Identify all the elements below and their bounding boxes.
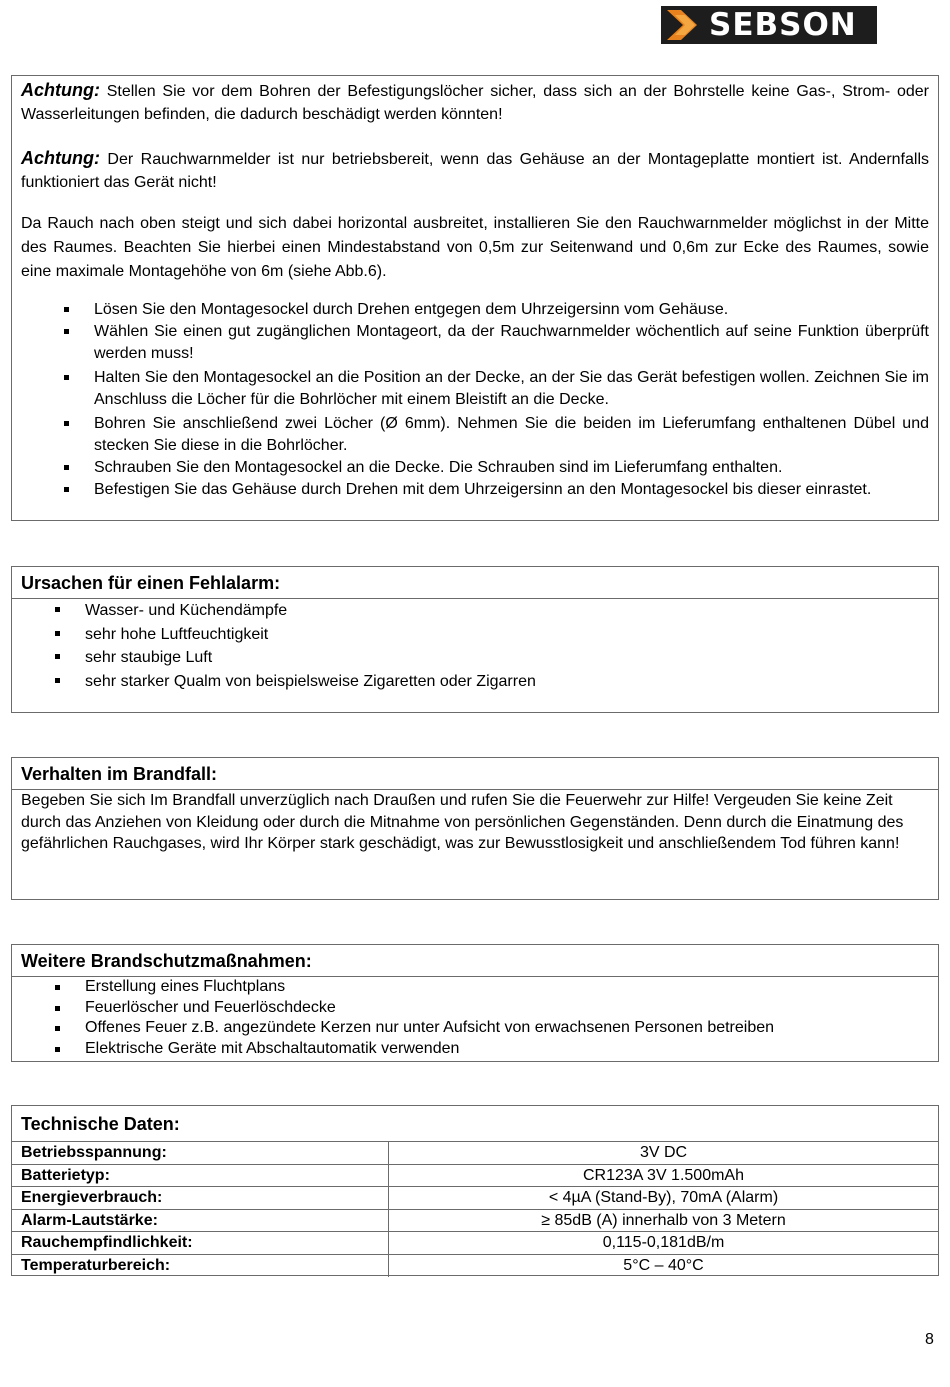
table-row bbox=[12, 1254, 938, 1276]
tech-key: Rauchempfindlichkeit: bbox=[12, 1232, 389, 1255]
tech-value: CR123A 3V 1.500mAh bbox=[389, 1164, 939, 1187]
tech-value: 5°C – 40°C bbox=[389, 1254, 939, 1276]
list-item: Elektrische Geräte mit Abschaltautomatik verwenden bbox=[12, 1039, 938, 1060]
list-item: Halten Sie den Montagesockel an die Position an der Decke, an der Sie das Gerät befestigen wollen. Zeichnen Sie im Anschluss die Löcher für die Bohrlöcher mit einem Bleistift an die Decke. bbox=[21, 367, 929, 411]
section-title: Weitere Brandschutzmaßnahmen: bbox=[12, 945, 938, 977]
list-item: sehr hohe Luftfeuchtigkeit bbox=[12, 623, 938, 647]
brand-logo bbox=[661, 6, 877, 44]
tech-value: < 4µA (Stand-By), 70mA (Alarm) bbox=[389, 1187, 939, 1210]
protection-list bbox=[12, 977, 938, 1059]
tech-value: ≥ 85dB (A) innerhalb von 3 Metern bbox=[389, 1209, 939, 1232]
tech-key: Batterietyp: bbox=[12, 1164, 389, 1187]
mounting-section bbox=[11, 75, 939, 521]
tech-key: Alarm-Lautstärke: bbox=[12, 1209, 389, 1232]
section-title: Technische Daten: bbox=[12, 1106, 938, 1142]
warning-text: Der Rauchwarnmelder ist nur betriebsbereit, wenn das Gehäuse an der Montageplatte montiert ist. Andernfalls funktioniert das Gerät nicht! bbox=[21, 151, 929, 192]
table-row bbox=[12, 1232, 938, 1255]
tech-key: Energieverbrauch: bbox=[12, 1187, 389, 1210]
tech-key: Betriebsspannung: bbox=[12, 1142, 389, 1164]
brand-name: SEBSON bbox=[709, 7, 857, 43]
brand-chevron-icon bbox=[661, 6, 707, 44]
table-row bbox=[12, 1209, 938, 1232]
warning-text: Stellen Sie vor dem Bohren der Befestigungslöcher sicher, dass sich an der Bohrstelle keine Gas-, Strom- oder Wasserleitungen befinden, die dadurch beschädigt werden könnten! bbox=[21, 83, 929, 123]
warning-label: Achtung: bbox=[21, 148, 100, 169]
warning-label: Achtung: bbox=[21, 80, 100, 100]
list-item: Bohren Sie anschließend zwei Löcher (Ø 6mm). Nehmen Sie die beiden im Lieferumfang enthaltenen Dübel und stecken Sie diese in die Bohrlöcher. bbox=[21, 413, 929, 457]
false-alarm-section bbox=[11, 566, 939, 713]
list-item: sehr starker Qualm von beispielsweise Zigaretten oder Zigarren bbox=[12, 670, 938, 694]
section-title: Ursachen für einen Fehlalarm: bbox=[12, 567, 938, 599]
table-row bbox=[12, 1187, 938, 1210]
fire-behaviour-section bbox=[11, 757, 939, 900]
list-item: Befestigen Sie das Gehäuse durch Drehen mit dem Uhrzeigersinn an den Montagesockel bis dieser einrastet. bbox=[21, 479, 929, 501]
list-item: sehr staubige Luft bbox=[12, 646, 938, 670]
list-item: Offenes Feuer z.B. angezündete Kerzen nur unter Aufsicht von erwachsenen Personen betreiben bbox=[12, 1018, 938, 1039]
false-alarm-list bbox=[12, 599, 938, 693]
list-item: Wasser- und Küchendämpfe bbox=[12, 599, 938, 623]
warning-housing bbox=[21, 146, 929, 194]
fire-behaviour-text: Begeben Sie sich Im Brandfall unverzüglich nach Draußen und rufen Sie die Feuerwehr zur Hilfe! Vergeuden Sie keine Zeit durch das Anziehen von Kleidung oder durch die Mitnahme von persönlichen Gegenständen. Denn durch die Einatmung des gefährlichen Rauchgases, wird Ihr Körper stark geschädigt, was zur Bewusstlosigkeit und anschließendem Tod führen kann! bbox=[21, 792, 904, 852]
warning-drilling bbox=[21, 78, 929, 126]
tech-data-table bbox=[12, 1142, 938, 1277]
table-row bbox=[12, 1142, 938, 1164]
tech-data-section bbox=[11, 1105, 939, 1276]
placement-paragraph: Da Rauch nach oben steigt und sich dabei horizontal ausbreitet, installieren Sie den Rauchwarnmelder möglichst in der Mitte des Raumes. Beachten Sie hierbei einen Mindestabstand von 0,5m zur Seitenwand und 0,6m zur Ecke des Raumes, sowie eine maximale Montagehöhe von 6m (siehe Abb.6). bbox=[21, 214, 929, 280]
table-row bbox=[12, 1164, 938, 1187]
tech-value: 0,115-0,181dB/m bbox=[389, 1232, 939, 1255]
page-number: 8 bbox=[925, 1331, 934, 1348]
list-item: Feuerlöscher und Feuerlöschdecke bbox=[12, 998, 938, 1019]
mounting-steps bbox=[21, 299, 929, 501]
section-title: Verhalten im Brandfall: bbox=[12, 758, 938, 790]
tech-key: Temperaturbereich: bbox=[12, 1254, 389, 1276]
list-item: Lösen Sie den Montagesockel durch Drehen entgegen dem Uhrzeigersinn vom Gehäuse. bbox=[21, 299, 929, 321]
tech-value: 3V DC bbox=[389, 1142, 939, 1164]
list-item: Schrauben Sie den Montagesockel an die Decke. Die Schrauben sind im Lieferumfang enthalten. bbox=[21, 457, 929, 479]
list-item: Erstellung eines Fluchtplans bbox=[12, 977, 938, 998]
protection-section bbox=[11, 944, 939, 1062]
list-item: Wählen Sie einen gut zugänglichen Montageort, da der Rauchwarnmelder wöchentlich auf seine Funktion überprüft werden muss! bbox=[21, 321, 929, 365]
